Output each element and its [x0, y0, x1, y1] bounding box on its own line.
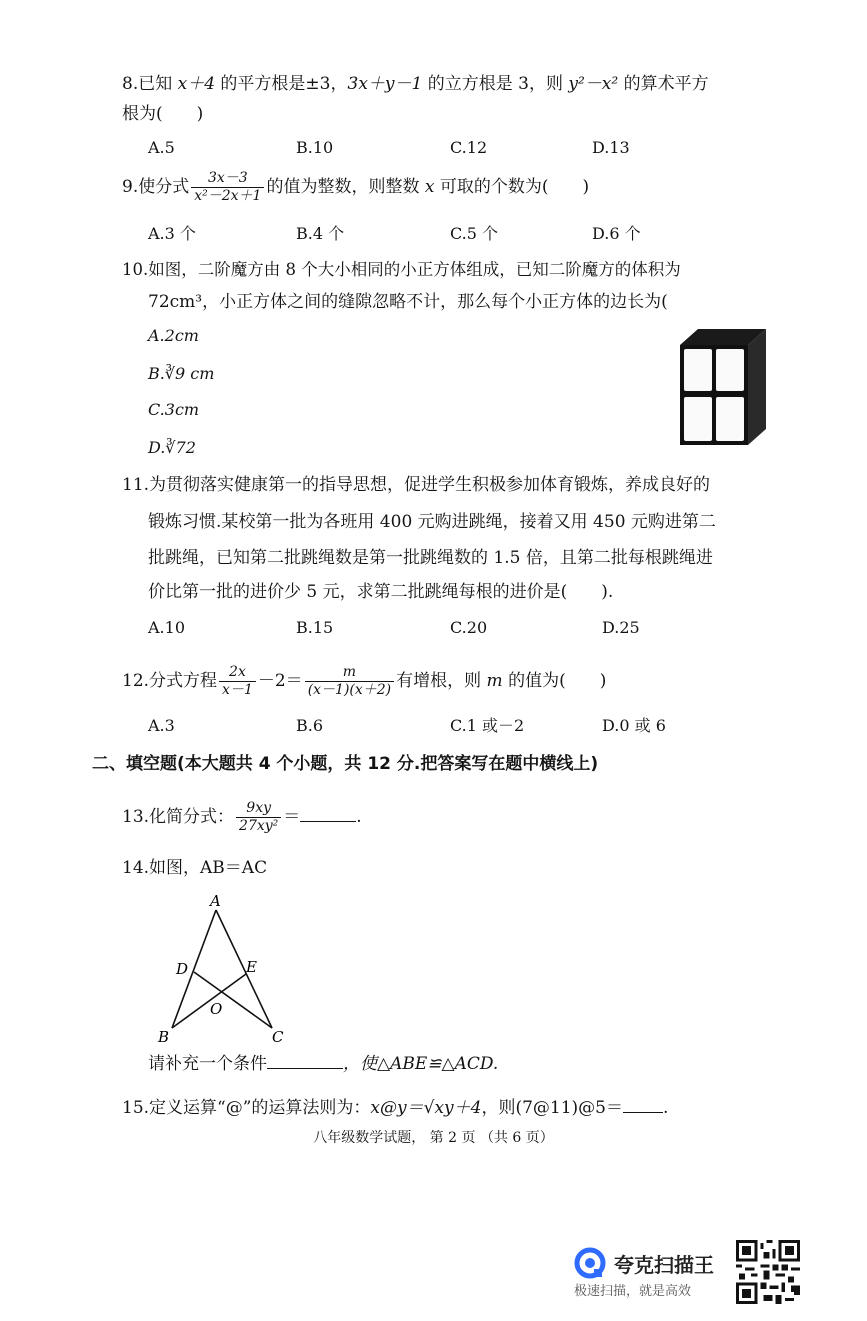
segment-cd [194, 972, 272, 1028]
q11-line2: 锻炼习惯.某校第一批为各班用 400 元购进跳绳，接着又用 450 元购进第二 [148, 512, 716, 532]
label-e: E [246, 958, 257, 976]
q9-line [122, 170, 589, 205]
q9-text: 的值为整数，则整数 [266, 177, 425, 197]
q9-text: 9.使分式 [122, 177, 190, 197]
q10-option-a: A.2cm [148, 326, 199, 345]
q8-expr: 3x＋y－1 [347, 74, 423, 94]
q8-expr: y²－x² [568, 74, 619, 94]
label-o: O [210, 1000, 223, 1018]
q9-options [148, 222, 768, 246]
q13-text: ＝ [283, 807, 301, 827]
option: C.1 或－2 [450, 716, 525, 735]
option: B.10 [296, 138, 334, 157]
answer-blank[interactable] [267, 1050, 343, 1069]
option: A.10 [148, 618, 185, 637]
q8-text: 的平方根是±3， [215, 74, 348, 94]
numerator: 3x－3 [191, 170, 264, 188]
q11-options [148, 616, 768, 640]
label-c: C [272, 1028, 284, 1046]
cube-face-tile [684, 349, 712, 391]
q14-text: 请补充一个条件 [148, 1054, 267, 1074]
q12-text: 12.分式方程 [122, 671, 218, 691]
q14-line1: 14.如图，AB＝AC [122, 858, 268, 878]
option: B.15 [296, 618, 334, 637]
q10-line1: 10.如图，二阶魔方由 8 个大小相同的小正方体组成，已知二阶魔方的体积为 [122, 260, 681, 279]
q12-options [148, 714, 768, 738]
triangle-figure [150, 890, 300, 1050]
q15-text: ，则(7@11)@5＝ [481, 1098, 623, 1118]
q12-fraction-right [305, 664, 394, 699]
option: C.12 [450, 138, 488, 157]
q8-text: 的算术平方 [618, 74, 709, 94]
option: D.6 个 [592, 224, 641, 243]
side-ac [216, 910, 272, 1028]
option: D.13 [592, 138, 630, 157]
denominator: 27xy² [239, 818, 279, 834]
page-footer: 八年级数学试题， 第 2 页 （共 6 页） [313, 1130, 554, 1146]
numerator: m [305, 664, 394, 682]
q8-line2: 根为( ) [122, 104, 204, 124]
q10-line2: 72cm³，小正方体之间的缝隙忽略不计，那么每个小正方体的边长为( [148, 292, 668, 312]
option: A.3 个 [148, 224, 196, 243]
q12-text: 的值为( ) [502, 671, 607, 691]
option: D.0 或 6 [602, 716, 666, 735]
numerator: 2x [219, 664, 256, 682]
option: B.6 [296, 716, 324, 735]
section-heading-fill-in: 二、填空题(本大题共 4 个小题，共 12 分.把答案写在题中横线上) [92, 754, 599, 774]
q10-option-b: B.∛9 cm [148, 364, 215, 383]
numerator: 9xy [236, 800, 281, 818]
q8-expr: x＋4 [177, 74, 216, 94]
option: A.5 [148, 138, 175, 157]
option: C.5 个 [450, 224, 499, 243]
brand-name: 夸克扫描王 [614, 1253, 714, 1277]
q12-line [122, 664, 606, 699]
q8-text: 的立方根是 3，则 [422, 74, 569, 94]
q13-fraction [236, 800, 281, 835]
q15-text: . [662, 1098, 669, 1118]
q9-fraction [191, 170, 264, 205]
q13-text: 13.化简分式： [122, 807, 235, 827]
q15-text: 15.定义运算“@”的运算法则为： [122, 1098, 371, 1118]
q8-options [148, 136, 768, 160]
q14-text: ，使△ABE≌△ACD. [343, 1054, 499, 1074]
option: A.3 [148, 716, 175, 735]
option: D.25 [602, 618, 640, 637]
q12-text: －2＝ [257, 671, 303, 691]
denominator: (x－1)(x＋2) [307, 682, 392, 698]
q15-expr: x@y＝√xy＋4 [370, 1098, 482, 1118]
quark-logo-icon [574, 1247, 606, 1279]
label-d: D [176, 960, 189, 978]
q10-option-c: C.3cm [148, 400, 200, 419]
q9-var: x [424, 177, 435, 197]
q15-line [122, 1094, 668, 1120]
denominator: x－1 [222, 682, 253, 698]
option: B.4 个 [296, 224, 345, 243]
cube-face-tile [684, 397, 712, 441]
q12-text: 有增根，则 [396, 671, 487, 691]
q10-option-d: D.∛72 [148, 438, 196, 457]
scanner-brand [574, 1243, 734, 1303]
q11-line3: 批跳绳，已知第二批跳绳数是第一批跳绳数的 1.5 倍，且第二批每根跳绳进 [148, 548, 713, 568]
cube-face-tile [716, 397, 744, 441]
answer-blank[interactable] [623, 1094, 663, 1113]
q11-line4: 价比第一批的进价少 5 元，求第二批跳绳每根的进价是( ). [148, 582, 614, 602]
brand-slogan: 极速扫描，就是高效 [574, 1284, 692, 1299]
q8-text: 8.已知 [122, 74, 178, 94]
label-b: B [158, 1028, 170, 1046]
q14-line2 [148, 1050, 498, 1076]
label-a: A [210, 892, 221, 910]
denominator: x²－2x＋1 [194, 188, 262, 204]
q9-text: 可取的个数为( ) [434, 177, 590, 197]
q13-text: . [356, 807, 362, 827]
q12-var: m [486, 671, 503, 691]
answer-blank[interactable] [300, 803, 356, 822]
qr-code-icon [736, 1240, 800, 1304]
q8-line1 [122, 72, 709, 96]
cube-side [748, 329, 766, 445]
q11-line1: 11.为贯彻落实健康第一的指导思想，促进学生积极参加体育锻炼，养成良好的 [122, 475, 711, 495]
cube-face-tile [716, 349, 744, 391]
q12-fraction-left [219, 664, 256, 699]
q13-line [122, 800, 362, 835]
rubiks-cube-figure [676, 325, 768, 447]
option: C.20 [450, 618, 488, 637]
